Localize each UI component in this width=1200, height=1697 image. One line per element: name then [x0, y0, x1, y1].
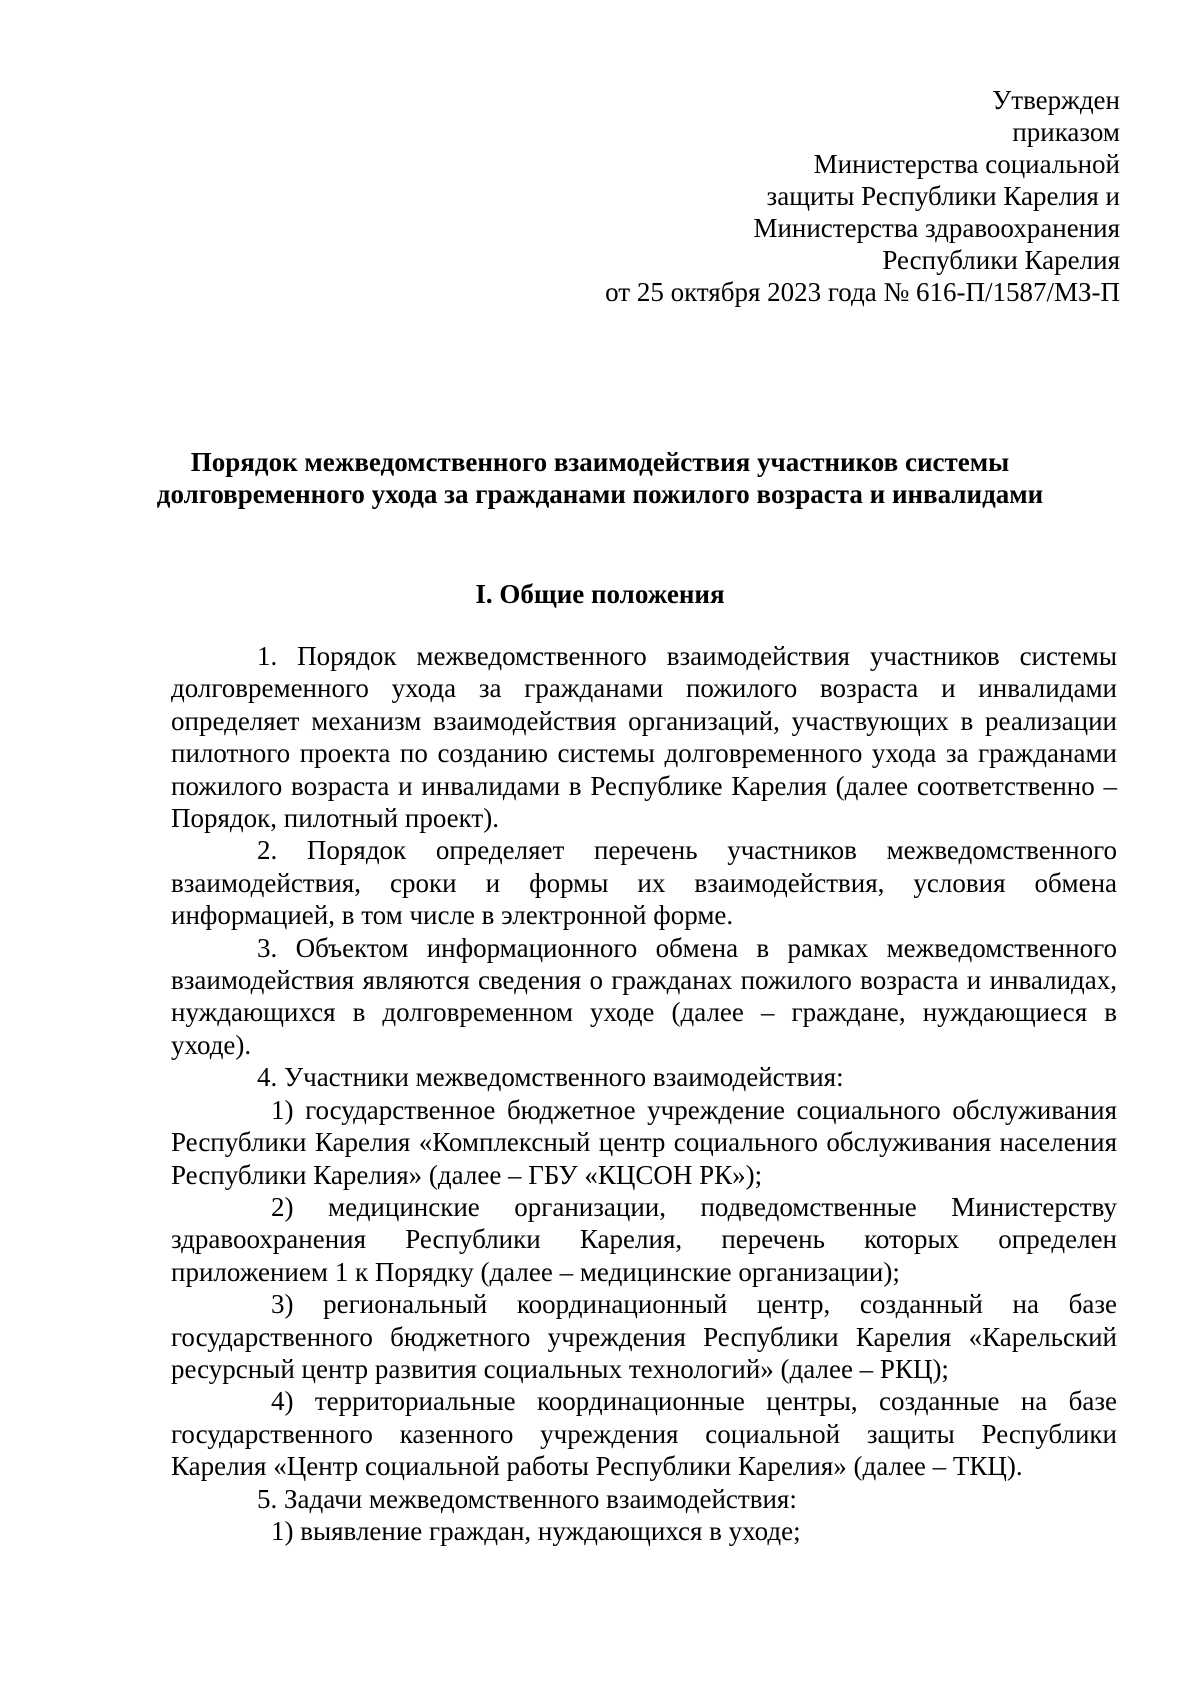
- section-heading: I. Общие положения: [475, 579, 725, 609]
- list-item: 2) медицинские организации, подведомственные Министерству здравоохранения Республики Карелия, перечень которых определен приложением 1 к Порядку (далее – медицинские организации);: [171, 1191, 1117, 1287]
- approval-line: Республики Карелия: [882, 245, 1120, 275]
- list-item: 1) выявление граждан, нуждающихся в уходе;: [271, 1515, 801, 1546]
- approval-line: Министерства социальной: [813, 149, 1120, 179]
- document-title-line: Порядок межведомственного взаимодействия участников системы: [190, 447, 1010, 477]
- list-item: 1) государственное бюджетное учреждение социального обслуживания Республики Карелия «Комплексный центр социального обслуживания населения Республики Карелия» (далее – ГБУ «КЦСОН РК»);: [171, 1094, 1117, 1190]
- approval-line: от 25 октября 2023 года № 616-П/1587/МЗ-П: [605, 277, 1120, 307]
- document-title-line: долговременного ухода за гражданами пожилого возраста и инвалидами: [156, 479, 1044, 509]
- list-item: 3) региональный координационный центр, созданный на базе государственного бюджетного учреждения Республики Карелия «Карельский ресурсный центр развития социальных технологий» (далее – РКЦ);: [171, 1289, 1117, 1384]
- approval-line: приказом: [1012, 117, 1120, 147]
- document-title: [100, 446, 1100, 510]
- document-body: [171, 640, 1117, 1547]
- paragraph: 2. Порядок определяет перечень участников межведомственного взаимодействия, сроки и формы их взаимодействия, условия обмена информацией, в том числе в электронной форме.: [171, 835, 1117, 931]
- list-item: 4) территориальные координационные центры, созданные на базе государственного казенного учреждения социальной защиты Республики Карелия «Центр социальной работы Республики Карелия» (далее – ТКЦ).: [171, 1386, 1117, 1482]
- paragraph: 3. Объектом информационного обмена в рамках межведомственного взаимодействия являются сведения о гражданах пожилого возраста и инвалидах, нуждающихся в долговременном уходе (далее – граждане, нуждающиеся в уходе).: [171, 932, 1117, 1060]
- approval-line: Утвержден: [992, 85, 1120, 115]
- paragraph: 1. Порядок межведомственного взаимодействия участников системы долговременного ухода за гражданами пожилого возраста и инвалидами определяет механизм взаимодействия организаций, участвующих в реализации пилотного проекта по созданию системы долговременного ухода за гражданами пожилого возраста и инвалидами в Республике Карелия (далее соответственно – Порядок, пилотный проект).: [171, 641, 1117, 834]
- approval-line: защиты Республики Карелия и: [766, 181, 1120, 211]
- paragraph: 5. Задачи межведомственного взаимодействия:: [257, 1483, 797, 1514]
- approval-stamp: [520, 84, 1120, 308]
- paragraph: 4. Участники межведомственного взаимодействия:: [257, 1062, 844, 1093]
- approval-line: Министерства здравоохранения: [753, 213, 1120, 243]
